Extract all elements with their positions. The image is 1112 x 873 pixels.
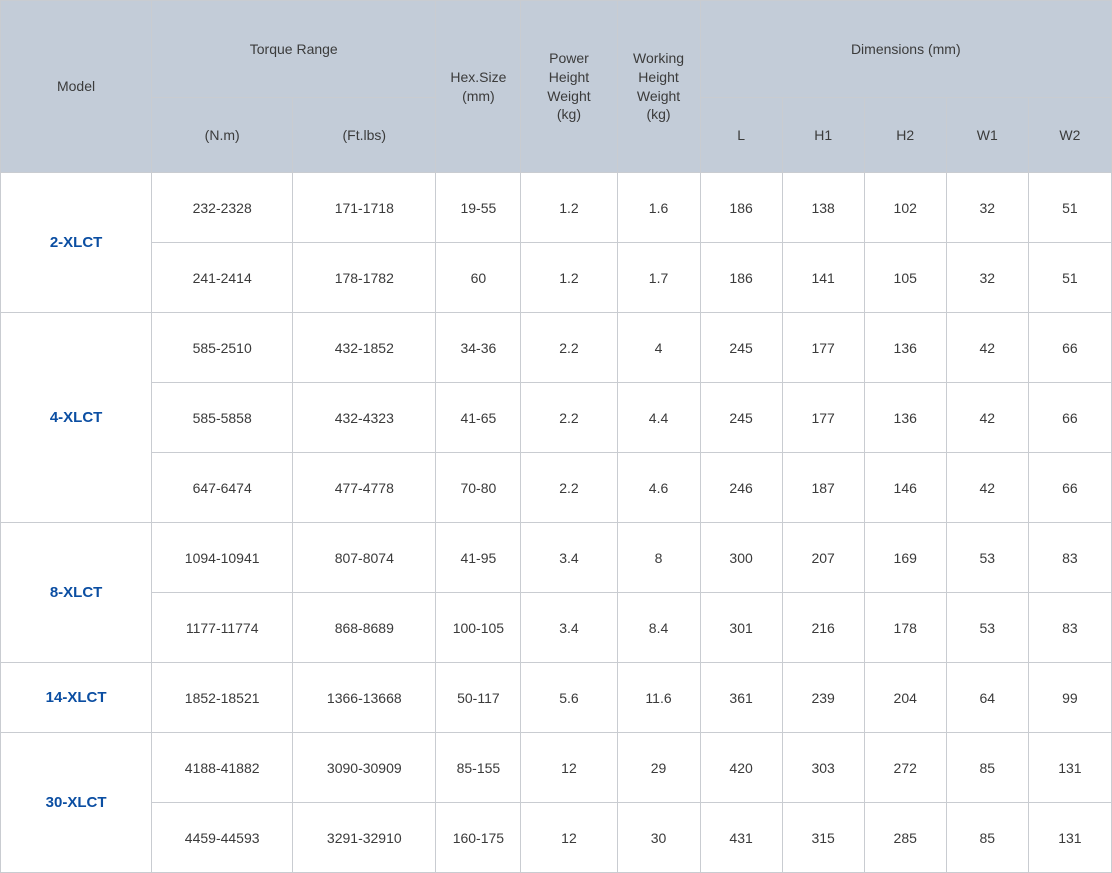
cell-hex-size: 19-55 bbox=[436, 173, 521, 243]
cell-torque-nm: 4188-41882 bbox=[152, 733, 293, 803]
model-name-cell: 8-XLCT bbox=[1, 523, 152, 663]
cell-dim-w1: 64 bbox=[946, 663, 1028, 733]
cell-dim-w1: 32 bbox=[946, 173, 1028, 243]
cell-torque-nm: 647-6474 bbox=[152, 453, 293, 523]
cell-dim-l: 186 bbox=[700, 243, 782, 313]
table-row bbox=[1, 733, 1112, 803]
cell-hex-size: 41-65 bbox=[436, 383, 521, 453]
cell-torque-nm: 241-2414 bbox=[152, 243, 293, 313]
cell-hex-size: 160-175 bbox=[436, 803, 521, 873]
cell-dim-h1: 303 bbox=[782, 733, 864, 803]
cell-hex-size: 100-105 bbox=[436, 593, 521, 663]
cell-dim-h1: 177 bbox=[782, 313, 864, 383]
cell-power-height-weight: 1.2 bbox=[521, 173, 617, 243]
cell-dim-w2: 51 bbox=[1028, 243, 1111, 313]
cell-power-height-weight: 2.2 bbox=[521, 383, 617, 453]
header-dim-h1: H1 bbox=[782, 98, 864, 173]
table-row bbox=[1, 453, 1112, 523]
cell-dim-w2: 66 bbox=[1028, 453, 1111, 523]
cell-dim-w1: 42 bbox=[946, 453, 1028, 523]
header-dim-w1: W1 bbox=[946, 98, 1028, 173]
cell-dim-w2: 51 bbox=[1028, 173, 1111, 243]
model-name-cell: 4-XLCT bbox=[1, 313, 152, 523]
cell-dim-w1: 53 bbox=[946, 593, 1028, 663]
cell-torque-nm: 1177-11774 bbox=[152, 593, 293, 663]
cell-power-height-weight: 12 bbox=[521, 733, 617, 803]
cell-dim-h2: 285 bbox=[864, 803, 946, 873]
cell-dim-w2: 83 bbox=[1028, 593, 1111, 663]
cell-dim-l: 301 bbox=[700, 593, 782, 663]
cell-dim-l: 420 bbox=[700, 733, 782, 803]
cell-dim-h2: 146 bbox=[864, 453, 946, 523]
cell-working-height-weight: 4.4 bbox=[617, 383, 700, 453]
cell-dim-l: 245 bbox=[700, 383, 782, 453]
cell-power-height-weight: 5.6 bbox=[521, 663, 617, 733]
header-dim-h2: H2 bbox=[864, 98, 946, 173]
cell-dim-h1: 138 bbox=[782, 173, 864, 243]
header-torque-range: Torque Range bbox=[152, 1, 436, 98]
cell-dim-w2: 131 bbox=[1028, 733, 1111, 803]
table-body bbox=[1, 173, 1112, 873]
table-row bbox=[1, 383, 1112, 453]
header-torque-ftlbs: (Ft.lbs) bbox=[293, 98, 436, 173]
cell-torque-ftlbs: 807-8074 bbox=[293, 523, 436, 593]
cell-dim-w2: 131 bbox=[1028, 803, 1111, 873]
cell-torque-nm: 4459-44593 bbox=[152, 803, 293, 873]
cell-dim-h2: 204 bbox=[864, 663, 946, 733]
cell-dim-w1: 32 bbox=[946, 243, 1028, 313]
table-header bbox=[1, 1, 1112, 173]
header-power-line2: Height bbox=[548, 68, 590, 85]
cell-torque-nm: 585-5858 bbox=[152, 383, 293, 453]
table-row bbox=[1, 663, 1112, 733]
header-working-line2: Height bbox=[638, 68, 679, 85]
cell-torque-ftlbs: 3291-32910 bbox=[293, 803, 436, 873]
cell-dim-h2: 105 bbox=[864, 243, 946, 313]
cell-dim-h2: 136 bbox=[864, 313, 946, 383]
cell-dim-h2: 178 bbox=[864, 593, 946, 663]
table-row bbox=[1, 243, 1112, 313]
cell-dim-h1: 239 bbox=[782, 663, 864, 733]
header-power-line1: Power bbox=[549, 49, 589, 66]
cell-dim-h2: 272 bbox=[864, 733, 946, 803]
cell-torque-nm: 1094-10941 bbox=[152, 523, 293, 593]
header-hex-size bbox=[436, 1, 521, 173]
cell-power-height-weight: 2.2 bbox=[521, 453, 617, 523]
cell-hex-size: 85-155 bbox=[436, 733, 521, 803]
cell-torque-ftlbs: 171-1718 bbox=[293, 173, 436, 243]
cell-dim-l: 431 bbox=[700, 803, 782, 873]
header-working-height-weight bbox=[617, 1, 700, 173]
table-row bbox=[1, 313, 1112, 383]
header-working-line4: (kg) bbox=[646, 106, 671, 123]
cell-hex-size: 34-36 bbox=[436, 313, 521, 383]
model-name-cell: 30-XLCT bbox=[1, 733, 152, 873]
cell-dim-h1: 177 bbox=[782, 383, 864, 453]
cell-working-height-weight: 8.4 bbox=[617, 593, 700, 663]
cell-dim-w2: 66 bbox=[1028, 383, 1111, 453]
header-power-height-weight bbox=[521, 1, 617, 173]
cell-dim-h1: 141 bbox=[782, 243, 864, 313]
cell-dim-w2: 99 bbox=[1028, 663, 1111, 733]
cell-power-height-weight: 3.4 bbox=[521, 593, 617, 663]
header-dim-l: L bbox=[700, 98, 782, 173]
header-power-line3: Weight bbox=[547, 87, 591, 104]
cell-power-height-weight: 12 bbox=[521, 803, 617, 873]
cell-power-height-weight: 1.2 bbox=[521, 243, 617, 313]
cell-torque-ftlbs: 868-8689 bbox=[293, 593, 436, 663]
header-hex-size-line1: Hex.Size bbox=[450, 68, 507, 85]
cell-dim-l: 361 bbox=[700, 663, 782, 733]
cell-working-height-weight: 4 bbox=[617, 313, 700, 383]
table-row bbox=[1, 173, 1112, 243]
cell-power-height-weight: 3.4 bbox=[521, 523, 617, 593]
table-row bbox=[1, 803, 1112, 873]
cell-dim-w2: 66 bbox=[1028, 313, 1111, 383]
cell-dim-l: 246 bbox=[700, 453, 782, 523]
cell-dim-w2: 83 bbox=[1028, 523, 1111, 593]
cell-dim-h2: 169 bbox=[864, 523, 946, 593]
cell-hex-size: 70-80 bbox=[436, 453, 521, 523]
header-torque-nm: (N.m) bbox=[152, 98, 293, 173]
table-row bbox=[1, 593, 1112, 663]
cell-working-height-weight: 8 bbox=[617, 523, 700, 593]
table-row bbox=[1, 523, 1112, 593]
cell-torque-ftlbs: 178-1782 bbox=[293, 243, 436, 313]
cell-working-height-weight: 1.6 bbox=[617, 173, 700, 243]
header-working-line3: Weight bbox=[636, 87, 681, 104]
header-model: Model bbox=[1, 1, 152, 173]
cell-torque-ftlbs: 1366-13668 bbox=[293, 663, 436, 733]
cell-working-height-weight: 11.6 bbox=[617, 663, 700, 733]
cell-working-height-weight: 1.7 bbox=[617, 243, 700, 313]
cell-dim-h1: 216 bbox=[782, 593, 864, 663]
cell-dim-h2: 136 bbox=[864, 383, 946, 453]
cell-torque-ftlbs: 3090-30909 bbox=[293, 733, 436, 803]
cell-dim-l: 300 bbox=[700, 523, 782, 593]
cell-power-height-weight: 2.2 bbox=[521, 313, 617, 383]
cell-dim-w1: 42 bbox=[946, 313, 1028, 383]
header-hex-size-line2: (mm) bbox=[462, 87, 495, 104]
cell-torque-nm: 1852-18521 bbox=[152, 663, 293, 733]
cell-dim-h1: 315 bbox=[782, 803, 864, 873]
header-dimensions: Dimensions (mm) bbox=[700, 1, 1111, 98]
header-row-top bbox=[1, 1, 1112, 98]
cell-hex-size: 60 bbox=[436, 243, 521, 313]
cell-working-height-weight: 30 bbox=[617, 803, 700, 873]
model-name-cell: 14-XLCT bbox=[1, 663, 152, 733]
cell-working-height-weight: 4.6 bbox=[617, 453, 700, 523]
cell-dim-h2: 102 bbox=[864, 173, 946, 243]
cell-torque-ftlbs: 477-4778 bbox=[293, 453, 436, 523]
cell-dim-l: 186 bbox=[700, 173, 782, 243]
cell-torque-nm: 585-2510 bbox=[152, 313, 293, 383]
cell-dim-h1: 207 bbox=[782, 523, 864, 593]
header-working-line1: Working bbox=[632, 49, 685, 66]
cell-torque-ftlbs: 432-1852 bbox=[293, 313, 436, 383]
cell-dim-w1: 42 bbox=[946, 383, 1028, 453]
cell-hex-size: 50-117 bbox=[436, 663, 521, 733]
cell-dim-h1: 187 bbox=[782, 453, 864, 523]
cell-torque-nm: 232-2328 bbox=[152, 173, 293, 243]
cell-dim-w1: 53 bbox=[946, 523, 1028, 593]
cell-dim-l: 245 bbox=[700, 313, 782, 383]
cell-hex-size: 41-95 bbox=[436, 523, 521, 593]
cell-torque-ftlbs: 432-4323 bbox=[293, 383, 436, 453]
header-power-line4: (kg) bbox=[556, 106, 582, 123]
cell-working-height-weight: 29 bbox=[617, 733, 700, 803]
cell-dim-w1: 85 bbox=[946, 733, 1028, 803]
cell-dim-w1: 85 bbox=[946, 803, 1028, 873]
model-name-cell: 2-XLCT bbox=[1, 173, 152, 313]
header-dim-w2: W2 bbox=[1028, 98, 1111, 173]
